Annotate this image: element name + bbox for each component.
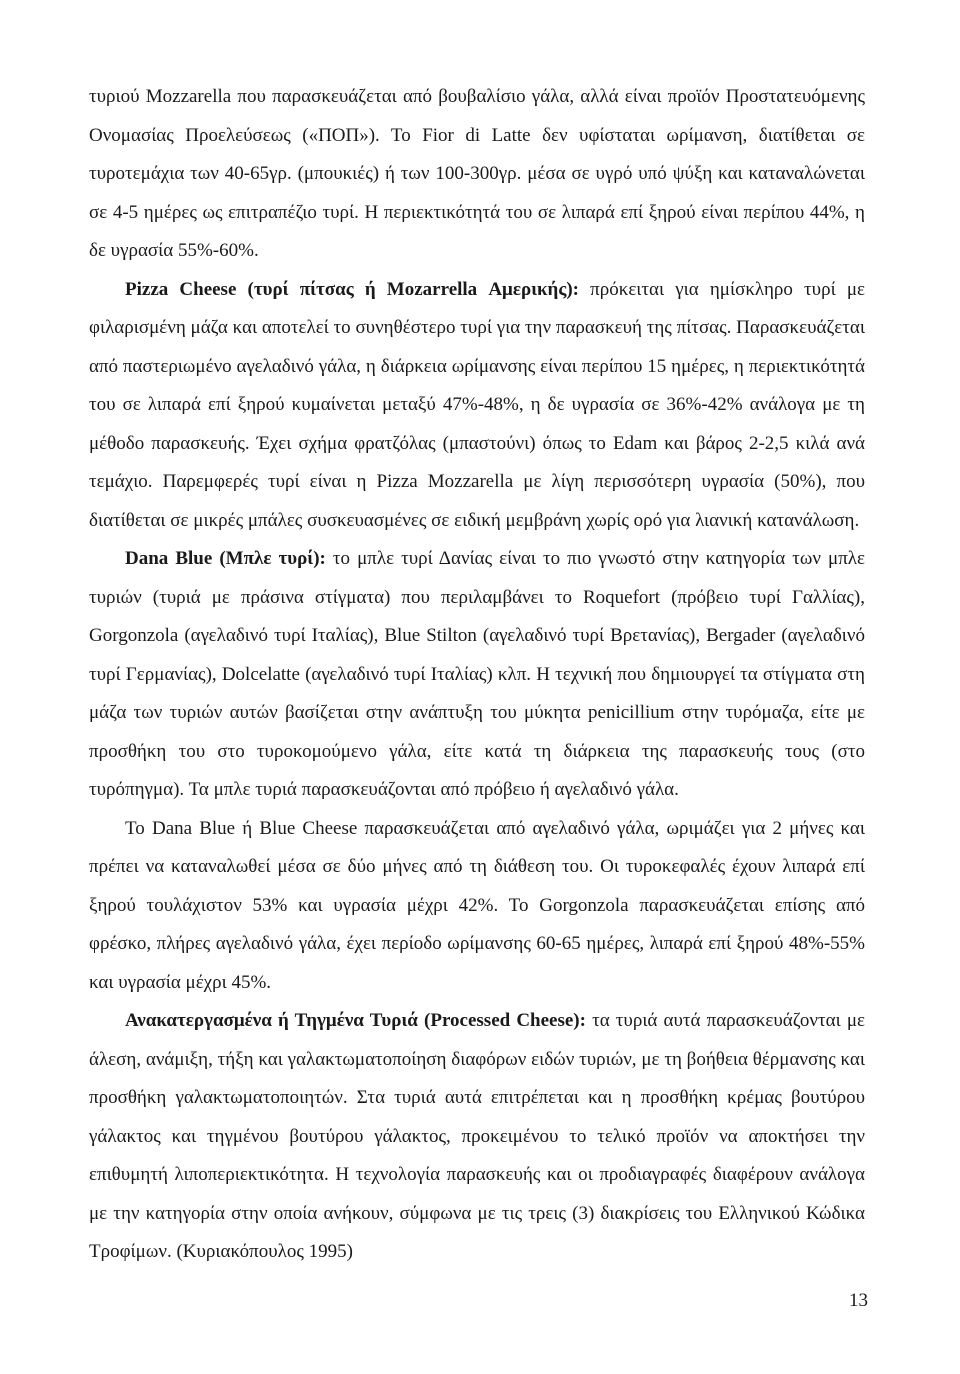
paragraph-text: το μπλε τυρί Δανίας είναι το πιο γνωστό στην κατηγορία των μπλε τυριών (τυριά με πράσινα στίγματα) που περιλαμβάνει το Roquefort (πρόβειο τυρί Γαλλίας), Gorgonzola (αγελαδινό τυρί Ιταλίας), Blue Stilton (αγελαδινό τυρί Βρετανίας), Bergader (αγελαδινό τυρί Γερμανίας), Dolcelatte (αγελαδινό τυρί Ιταλίας) κλπ. Η τεχνική που δημιουργεί τα στίγματα στη μάζα των τυριών αυτών βασίζεται στην ανάπτυξη του μύκητα penicillium στην τυρόμαζα, είτε με προσθήκη του στο τυροκομούμενο γάλα, είτε κατά τη διάρκεια της παρασκευής τους (στο τυρόπηγμα). Τα μπλε τυριά παρασκευάζονται από πρόβειο ή αγελαδινό γάλα. <box>89 548 865 800</box>
paragraph-processed-cheese <box>89 1002 865 1272</box>
paragraph-text: τυριού Mozzarella που παρασκευάζεται από βουβαλίσιο γάλα, αλλά είναι προϊόν Προστατευόμενης Ονομασίας Προελεύσεως («ΠΟΠ»). Το Fior di Latte δεν υφίσταται ωρίμανση, διατίθεται σε τυροτεμάχια των 40-65γρ. (μπουκιές) ή των 100-300γρ. μέσα σε υγρό υπό ψύξη και καταναλώνεται σε 4-5 ημέρες ως επιτραπέζιο τυρί. Η περιεκτικότητά του σε λιπαρά επί ξηρού είναι περίπου 44%, η δε υγρασία 55%-60%. <box>89 86 865 261</box>
paragraph-dana-blue <box>89 540 865 810</box>
paragraph-text: πρόκειται για ημίσκληρο τυρί με φιλαρισμένη μάζα και αποτελεί το συνηθέστερο τυρί για την παρασκευή της πίτσας. Παρασκευάζεται από παστεριωμένο αγελαδινό γάλα, η διάρκεια ωρίμανσης είναι περίπου 15 ημέρες, η περιεκτικότητά του σε λιπαρά επί ξηρού κυμαίνεται μεταξύ 47%-48%, η δε υγρασία σε 36%-42% ανάλογα με τη μέθοδο παρασκευής. Έχει σχήμα φρατζόλας (μπαστούνι) όπως το Edam και βάρος 2-2,5 κιλά ανά τεμάχιο. Παρεμφερές τυρί είναι η Pizza Mozzarella με λίγη περισσότερη υγρασία (50%), που διατίθεται σε μικρές μπάλες συσκευασμένες σε ειδική μεμβράνη χωρίς ορό για λιανική κατανάλωση. <box>89 278 865 531</box>
paragraph-heading: Ανακατεργασμένα ή Τηγμένα Τυριά (Processed Cheese): <box>125 1010 586 1031</box>
paragraph-text: τα τυριά αυτά παρασκευάζονται με άλεση, ανάμιξη, τήξη και γαλακτωματοποίηση διαφόρων ειδών τυριών, με τη βοήθεια θέρμανσης και προσθήκη γαλακτωματοποιητών. Στα τυριά αυτά επιτρέπεται και η προσθήκη κρέμας βουτύρου γάλακτος και τηγμένου βουτύρου γάλακτος, προκειμένου το τελικό προϊόν να αποκτήσει την επιθυμητή λιποπεριεκτικότητα. Η τεχνολογία παρασκευής και οι προδιαγραφές διαφέρουν ανάλογα με την κατηγορία στην οποία ανήκουν, σύμφωνα με τις τρεις (3) διακρίσεις του Ελληνικού Κώδικα Τροφίμων. (Κυριακόπουλος 1995) <box>89 1010 865 1262</box>
body-text <box>89 78 865 1272</box>
paragraph-heading: Pizza Cheese (τυρί πίτσας ή Mozarrella Αμερικής): <box>125 278 580 300</box>
page-number: 13 <box>849 1290 868 1311</box>
paragraph-text: Το Dana Blue ή Blue Cheese παρασκευάζεται από αγελαδινό γάλα, ωριμάζει για 2 μήνες και πρέπει να καταναλωθεί μέσα σε δύο μήνες από τη διάθεση του. Οι τυροκεφαλές έχουν λιπαρά επί ξηρού τουλάχιστον 53% και υγρασία μέχρι 42%. Το Gorgonzola παρασκευάζεται επίσης από φρέσκο, πλήρες αγελαδινό γάλα, έχει περίοδο ωρίμανσης 60-65 ημέρες, λιπαρά επί ξηρού 48%-55% και υγρασία μέχρι 45%. <box>89 817 865 993</box>
paragraph-mozzarella-continued <box>89 78 865 271</box>
paragraph-dana-blue-details <box>89 810 865 1003</box>
paragraph-heading: Dana Blue (Μπλε τυρί): <box>125 548 326 569</box>
paragraph-pizza-cheese <box>89 271 865 541</box>
